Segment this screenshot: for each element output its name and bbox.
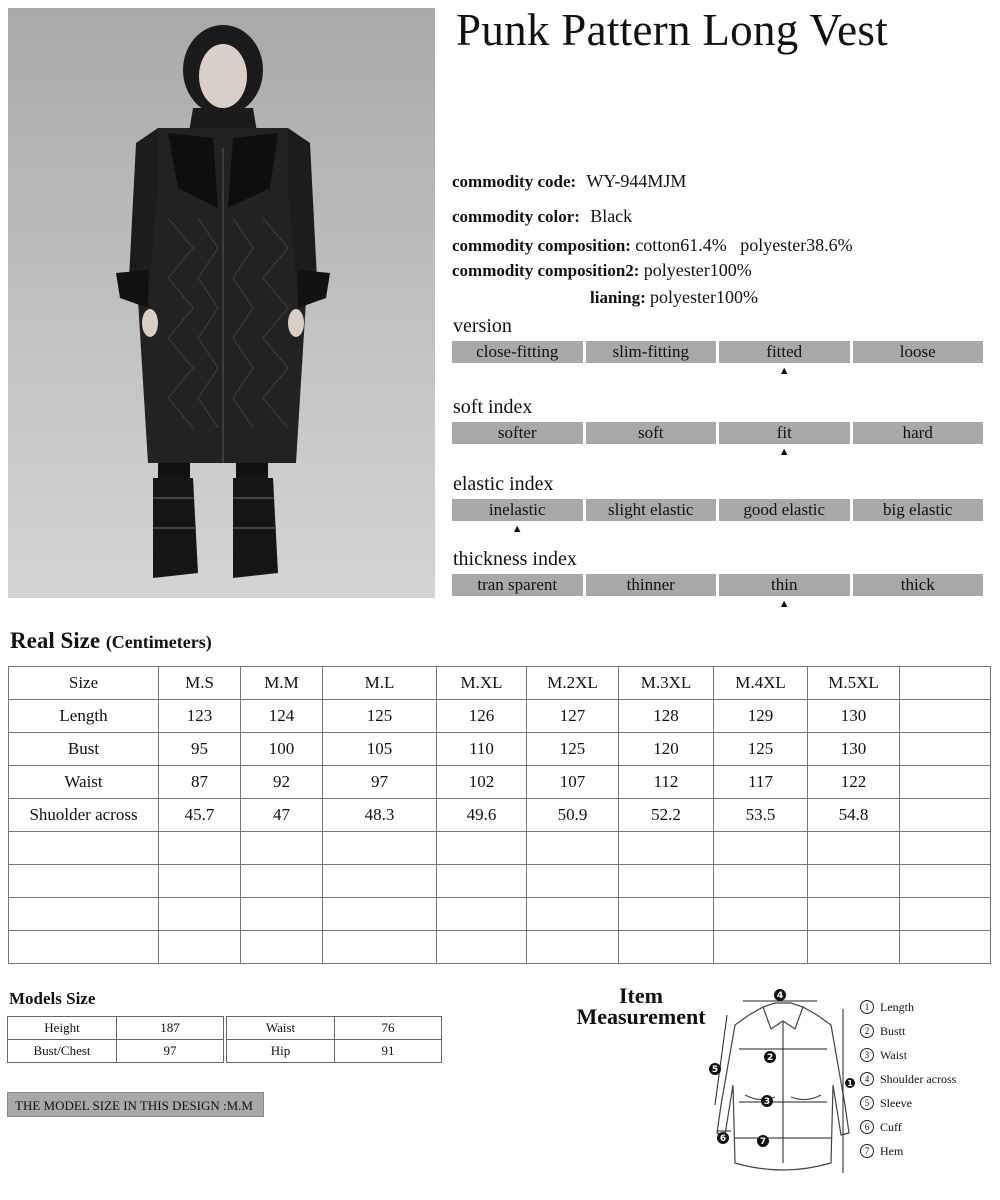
size-cell: [714, 832, 808, 865]
spec-label: commodity code:: [452, 172, 577, 191]
size-cell: [527, 898, 619, 931]
size-cell: [900, 766, 991, 799]
spec-label: lianing:: [590, 288, 646, 307]
size-cell: [159, 832, 241, 865]
real-size-heading: Real Size: [10, 628, 101, 653]
models-size-table-right: [226, 1016, 442, 1063]
selected-marker-icon: ▲: [778, 365, 790, 377]
selected-marker-icon: ▲: [778, 598, 790, 610]
spec-value: Black: [590, 206, 633, 226]
legend-item: [860, 1091, 956, 1115]
spec-value: polyester100%: [650, 287, 758, 307]
size-cell: [714, 931, 808, 964]
table-row: [227, 1040, 442, 1063]
size-cell: 87: [159, 766, 241, 799]
legend-label: Shoulder across: [880, 1071, 957, 1086]
size-cell: [241, 865, 323, 898]
legend-number-icon: 2: [860, 1024, 874, 1038]
size-cell: Waist: [9, 766, 159, 799]
size-cell: [714, 865, 808, 898]
legend-label: Waist: [880, 1047, 908, 1062]
elastic-index-option: slight elastic: [586, 499, 717, 521]
legend-number-icon: 6: [860, 1120, 874, 1134]
version-option: slim-fitting: [586, 341, 717, 363]
legend-label: Hem: [880, 1143, 904, 1158]
size-cell: [9, 898, 159, 931]
size-cell: [619, 832, 714, 865]
size-cell: 95: [159, 733, 241, 766]
elastic-index-option: good elastic: [719, 499, 850, 521]
table-row: [9, 766, 991, 799]
version-option: fitted ▲: [719, 341, 850, 363]
soft-index-option: hard: [853, 422, 984, 444]
size-cell: [437, 898, 527, 931]
size-cell: 128: [619, 700, 714, 733]
legend-item: [860, 1139, 956, 1163]
size-cell: 130: [808, 733, 900, 766]
size-cell: Size: [9, 667, 159, 700]
size-cell: 52.2: [619, 799, 714, 832]
size-cell: [527, 832, 619, 865]
size-cell: M.4XL: [714, 667, 808, 700]
legend-item: [860, 1067, 956, 1091]
models-size-table-left: [7, 1016, 224, 1063]
size-cell: 129: [714, 700, 808, 733]
models-cell: 187: [117, 1017, 224, 1040]
size-cell: [900, 865, 991, 898]
size-cell: 102: [437, 766, 527, 799]
thickness-index-option: thick: [853, 574, 984, 596]
svg-text:3: 3: [763, 1097, 771, 1107]
spec-value: cotton61.4% polyester38.6%: [635, 235, 853, 255]
selected-marker-icon: ▲: [511, 523, 523, 535]
size-cell: Length: [9, 700, 159, 733]
size-cell: [159, 898, 241, 931]
table-row: [9, 799, 991, 832]
spec-commodity-code: [452, 171, 686, 192]
models-cell: Hip: [227, 1040, 335, 1063]
spec-commodity-color: [452, 206, 632, 227]
elastic-index-option: big elastic: [853, 499, 984, 521]
size-cell: [619, 865, 714, 898]
thickness-index-option: thinner: [586, 574, 717, 596]
item-measurement-line2: Measurement: [576, 1004, 706, 1029]
thickness-index-bar: [452, 574, 983, 610]
size-cell: [900, 799, 991, 832]
size-cell: [241, 898, 323, 931]
svg-text:7: 7: [759, 1137, 767, 1147]
size-cell: 50.9: [527, 799, 619, 832]
svg-text:4: 4: [776, 991, 784, 1001]
real-size-title: [10, 628, 212, 654]
svg-text:6: 6: [719, 1134, 727, 1144]
size-cell: [241, 832, 323, 865]
coat-measurement-diagram-icon: [705, 985, 855, 1180]
size-cell: 45.7: [159, 799, 241, 832]
thickness-index-option: tran sparent: [452, 574, 583, 596]
size-cell: [241, 931, 323, 964]
model-size-note: THE MODEL SIZE IN THIS DESIGN :M.M: [7, 1092, 264, 1117]
size-cell: [437, 832, 527, 865]
size-cell: M.3XL: [619, 667, 714, 700]
spec-label: commodity composition2:: [452, 261, 640, 280]
size-cell: Bust: [9, 733, 159, 766]
size-cell: 105: [323, 733, 437, 766]
size-cell: 47: [241, 799, 323, 832]
version-bar: [452, 341, 983, 377]
size-cell: [900, 700, 991, 733]
product-photo: [8, 8, 435, 598]
size-cell: [437, 931, 527, 964]
soft-index-option: fit ▲: [719, 422, 850, 444]
size-cell: [900, 832, 991, 865]
size-cell: [808, 898, 900, 931]
thickness-index-label: thickness index: [453, 548, 577, 570]
size-cell: [900, 898, 991, 931]
models-cell: 91: [335, 1040, 442, 1063]
size-cell: [808, 832, 900, 865]
size-cell: 125: [527, 733, 619, 766]
legend-label: Bustt: [880, 1023, 906, 1038]
size-cell: [900, 931, 991, 964]
size-cell: 120: [619, 733, 714, 766]
table-row: [8, 1017, 224, 1040]
size-cell: [527, 865, 619, 898]
spec-composition2: [452, 260, 752, 281]
table-row: [9, 865, 991, 898]
size-cell: M.XL: [437, 667, 527, 700]
legend-item: [860, 1115, 956, 1139]
version-option: close-fitting: [452, 341, 583, 363]
table-row: [9, 832, 991, 865]
legend-item: [860, 1043, 956, 1067]
item-measurement-line1: Item: [619, 983, 663, 1008]
size-cell: [9, 865, 159, 898]
soft-index-option: soft: [586, 422, 717, 444]
elastic-index-option: inelastic ▲: [452, 499, 583, 521]
svg-text:2: 2: [766, 1053, 774, 1063]
models-cell: Height: [8, 1017, 117, 1040]
svg-text:1: 1: [847, 1079, 853, 1088]
size-cell: [808, 865, 900, 898]
legend-number-icon: 4: [860, 1072, 874, 1086]
legend-number-icon: 5: [860, 1096, 874, 1110]
table-row: [227, 1017, 442, 1040]
selected-marker-icon: ▲: [778, 446, 790, 458]
size-cell: 54.8: [808, 799, 900, 832]
table-row: [9, 667, 991, 700]
version-label: version: [453, 315, 512, 337]
svg-text:5: 5: [711, 1065, 719, 1075]
legend-item: [860, 1019, 956, 1043]
size-cell: [900, 667, 991, 700]
models-size-title: Models Size: [9, 989, 96, 1008]
models-cell: Waist: [227, 1017, 335, 1040]
size-cell: [808, 931, 900, 964]
size-cell: 92: [241, 766, 323, 799]
size-cell: [159, 865, 241, 898]
legend-number-icon: 7: [860, 1144, 874, 1158]
spec-value: polyester100%: [643, 260, 752, 280]
table-row: [9, 898, 991, 931]
size-cell: 123: [159, 700, 241, 733]
legend-label: Sleeve: [880, 1095, 912, 1110]
size-table: [8, 666, 991, 964]
size-cell: M.S: [159, 667, 241, 700]
size-cell: [714, 898, 808, 931]
spec-composition: [452, 235, 853, 256]
spec-label: commodity color:: [452, 207, 580, 226]
spec-lining: [590, 287, 758, 308]
size-cell: [619, 931, 714, 964]
size-cell: M.2XL: [527, 667, 619, 700]
size-cell: [323, 931, 437, 964]
size-cell: 107: [527, 766, 619, 799]
size-cell: [9, 931, 159, 964]
size-cell: [437, 865, 527, 898]
table-row: [9, 931, 991, 964]
size-cell: M.5XL: [808, 667, 900, 700]
legend-label: Length: [880, 999, 914, 1014]
size-cell: 117: [714, 766, 808, 799]
size-cell: 124: [241, 700, 323, 733]
legend-number-icon: 3: [860, 1048, 874, 1062]
size-cell: M.M: [241, 667, 323, 700]
size-cell: 100: [241, 733, 323, 766]
legend-item: [860, 995, 956, 1019]
size-cell: 127: [527, 700, 619, 733]
size-cell: 125: [323, 700, 437, 733]
size-cell: 97: [323, 766, 437, 799]
elastic-index-bar: [452, 499, 983, 535]
version-option: loose: [853, 341, 984, 363]
legend-number-icon: 1: [860, 1000, 874, 1014]
size-cell: [9, 832, 159, 865]
size-cell: 49.6: [437, 799, 527, 832]
soft-index-option: softer: [452, 422, 583, 444]
size-cell: Shuolder across: [9, 799, 159, 832]
spec-value: WY-944MJM: [586, 171, 687, 191]
size-cell: [323, 865, 437, 898]
size-cell: 126: [437, 700, 527, 733]
size-cell: [900, 733, 991, 766]
size-cell: 110: [437, 733, 527, 766]
thickness-index-option: thin ▲: [719, 574, 850, 596]
spec-label: commodity composition:: [452, 236, 631, 255]
models-cell: Bust/Chest: [8, 1040, 117, 1063]
size-cell: 122: [808, 766, 900, 799]
size-cell: 53.5: [714, 799, 808, 832]
size-cell: 48.3: [323, 799, 437, 832]
soft-index-bar: [452, 422, 983, 458]
table-row: [9, 700, 991, 733]
size-cell: [323, 832, 437, 865]
size-cell: 130: [808, 700, 900, 733]
table-row: [9, 733, 991, 766]
size-cell: [159, 931, 241, 964]
size-cell: 125: [714, 733, 808, 766]
elastic-index-label: elastic index: [453, 473, 554, 495]
size-cell: 112: [619, 766, 714, 799]
table-row: [8, 1040, 224, 1063]
soft-index-label: soft index: [453, 396, 533, 418]
product-title: Punk Pattern Long Vest: [456, 5, 889, 55]
real-size-unit: (Centimeters): [105, 632, 212, 652]
size-cell: [323, 898, 437, 931]
legend-label: Cuff: [880, 1119, 902, 1134]
size-cell: M.L: [323, 667, 437, 700]
size-cell: [619, 898, 714, 931]
measurement-legend: [860, 995, 956, 1163]
item-measurement-title: [560, 985, 722, 1027]
size-cell: [527, 931, 619, 964]
models-cell: 97: [117, 1040, 224, 1063]
models-cell: 76: [335, 1017, 442, 1040]
